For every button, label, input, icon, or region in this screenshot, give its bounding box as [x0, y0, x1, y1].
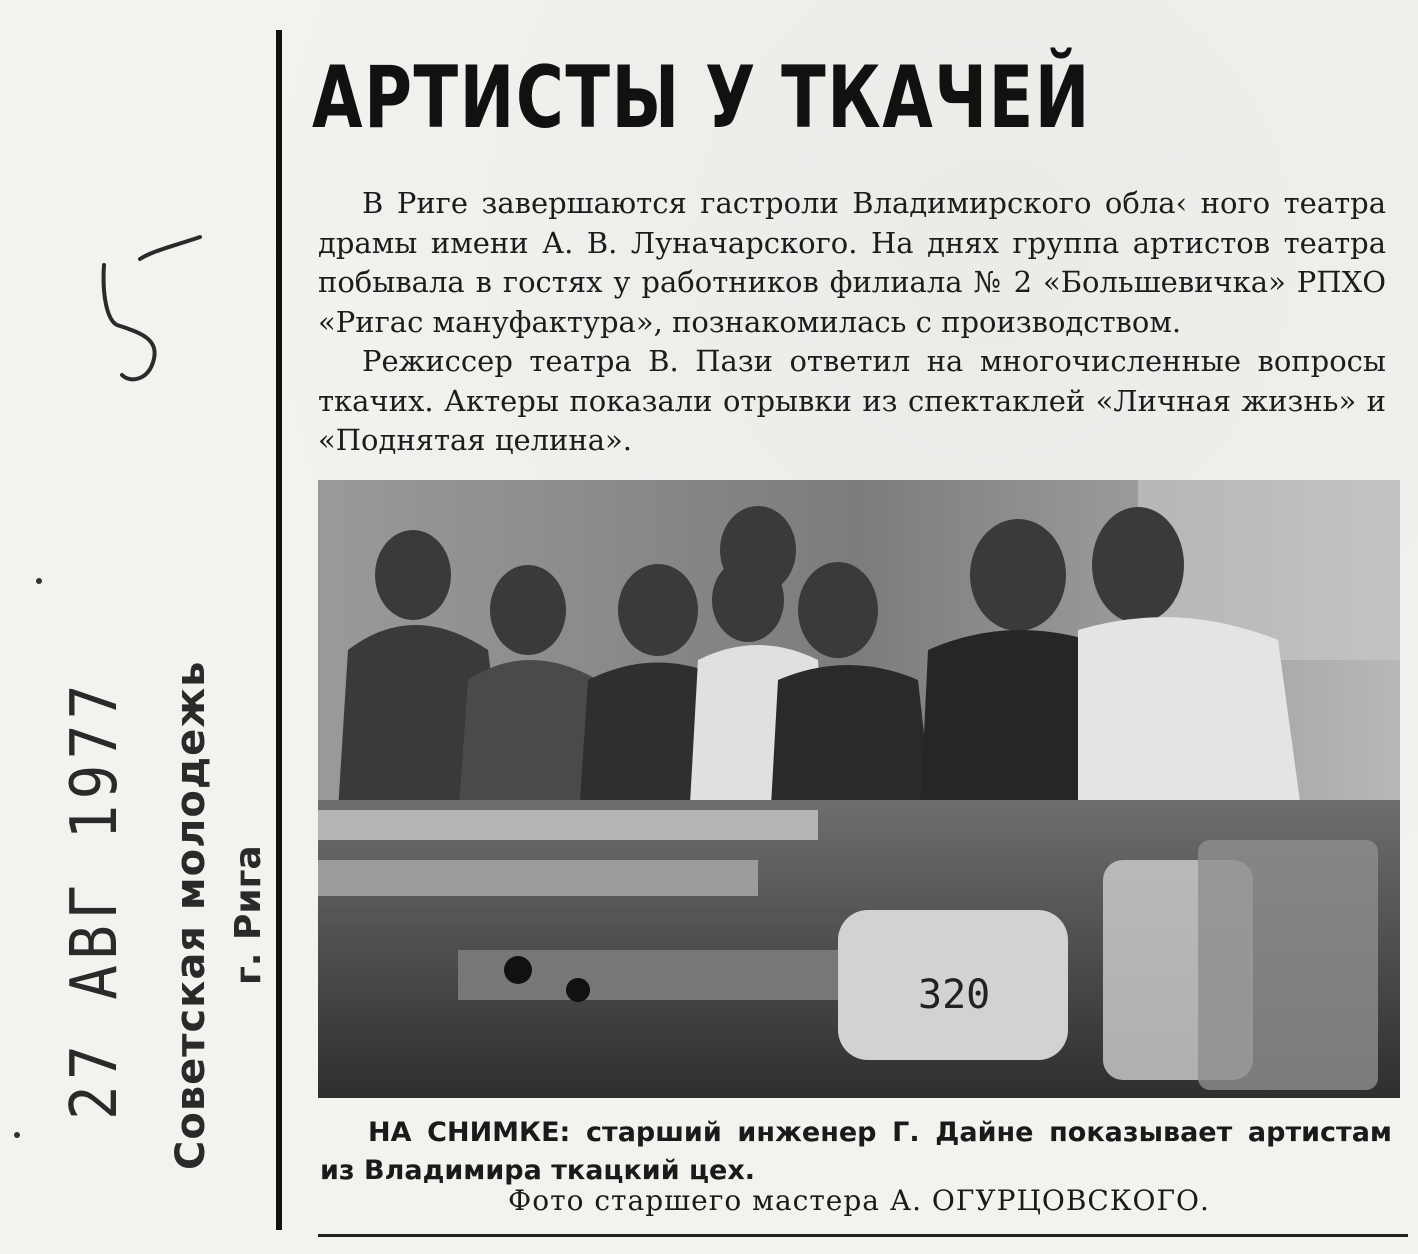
machine-number: 320 — [918, 972, 991, 1018]
article-headline: АРТИСТЫ У ТКАЧЕЙ — [312, 48, 1092, 148]
column-rule — [276, 30, 282, 1230]
photo-caption — [320, 1114, 1392, 1190]
article-paragraph: Режиссер театра В. Пази ответил на многочисленные вопросы ткачих. Актеры показали отрывки из спектаклей «Личная жизнь» и «Поднятая целина». — [318, 344, 1386, 457]
ink-dot — [14, 1132, 20, 1138]
photo-credit: Фото старшего мастера А. ОГУРЦОВСКОГО. — [508, 1184, 1210, 1217]
news-photo — [318, 480, 1400, 1098]
bottom-rule — [318, 1234, 1408, 1237]
caption-lead: НА СНИМКЕ: — [368, 1117, 571, 1148]
archive-source-stamp: Советская молодежь — [168, 660, 214, 1170]
article-paragraph: В Риге завершаются гастроли Владимирского обла‹ ного театра драмы имени А. В. Луначарского. На днях группа артистов театра побывала в гостях у работников филиала № 2 «Большевичка» РПХО «Ригас мануфактура», познакомилась с производством. — [318, 186, 1386, 339]
archive-city-stamp: г. Рига — [228, 845, 269, 985]
archive-date-stamp: 27 АВГ 1977 — [58, 679, 132, 1120]
handwritten-number-mark — [82, 225, 212, 395]
ink-dot — [36, 578, 42, 584]
caption-text: старший инженер Г. Дайне показывает артистам из Владимира ткацкий цех. — [320, 1117, 1392, 1186]
article-body — [318, 184, 1386, 461]
news-photo-drawing — [318, 480, 1400, 1098]
